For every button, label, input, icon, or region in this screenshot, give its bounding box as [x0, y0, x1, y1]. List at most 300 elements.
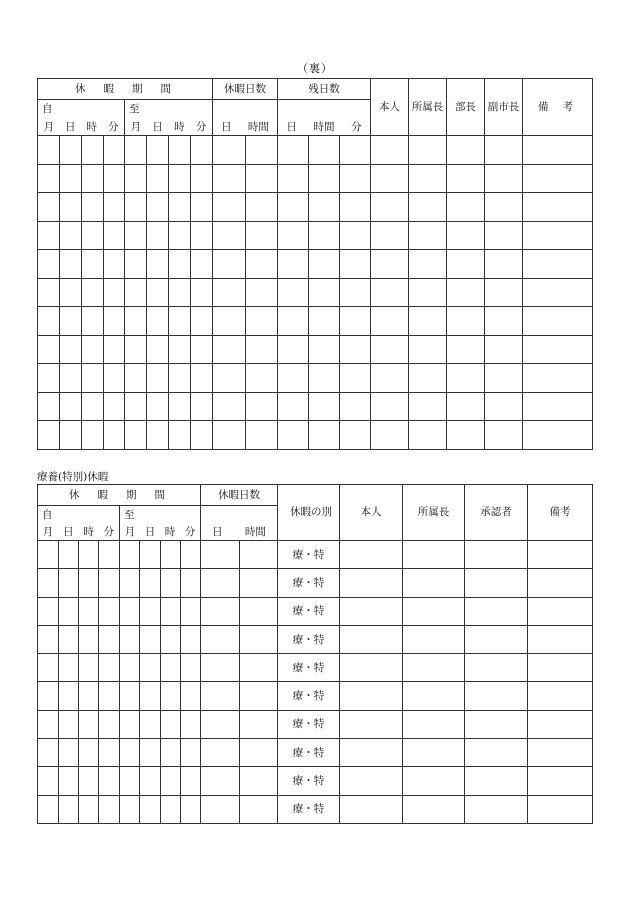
- entry-cell[interactable]: [82, 392, 104, 421]
- entry-cell[interactable]: [447, 307, 485, 336]
- entry-cell[interactable]: [403, 541, 465, 569]
- entry-cell[interactable]: [371, 221, 409, 250]
- entry-cell[interactable]: [79, 625, 99, 653]
- entry-cell[interactable]: [485, 164, 523, 193]
- entry-cell[interactable]: [403, 767, 465, 795]
- entry-cell[interactable]: [201, 541, 240, 569]
- entry-cell[interactable]: [213, 392, 246, 421]
- entry-cell[interactable]: [147, 164, 169, 193]
- entry-cell[interactable]: [181, 767, 201, 795]
- entry-cell[interactable]: [409, 164, 447, 193]
- entry-cell[interactable]: [181, 541, 201, 569]
- entry-cell[interactable]: [371, 392, 409, 421]
- entry-cell[interactable]: [82, 250, 104, 279]
- entry-cell[interactable]: [213, 307, 246, 336]
- entry-cell[interactable]: [161, 767, 181, 795]
- entry-cell[interactable]: [38, 795, 59, 823]
- entry-cell[interactable]: [485, 335, 523, 364]
- entry-cell[interactable]: [79, 795, 99, 823]
- entry-cell[interactable]: [181, 795, 201, 823]
- entry-cell[interactable]: [240, 767, 278, 795]
- entry-cell[interactable]: [120, 767, 140, 795]
- entry-cell[interactable]: [82, 421, 104, 450]
- entry-cell[interactable]: [38, 710, 59, 738]
- entry-cell[interactable]: [201, 569, 240, 597]
- entry-cell[interactable]: [169, 392, 191, 421]
- entry-cell[interactable]: [278, 136, 309, 165]
- entry-cell[interactable]: [181, 597, 201, 625]
- entry-cell[interactable]: [104, 307, 125, 336]
- entry-cell[interactable]: [169, 136, 191, 165]
- entry-cell[interactable]: [140, 739, 161, 767]
- entry-cell[interactable]: [465, 625, 528, 653]
- entry-cell[interactable]: [140, 795, 161, 823]
- entry-cell[interactable]: [38, 136, 60, 165]
- entry-cell[interactable]: [82, 136, 104, 165]
- entry-cell[interactable]: [147, 364, 169, 393]
- entry-cell[interactable]: [201, 682, 240, 710]
- entry-cell[interactable]: [104, 364, 125, 393]
- entry-cell[interactable]: [340, 625, 403, 653]
- entry-cell[interactable]: [191, 278, 213, 307]
- entry-cell[interactable]: [447, 136, 485, 165]
- entry-cell[interactable]: [409, 421, 447, 450]
- entry-cell[interactable]: [278, 335, 309, 364]
- entry-cell[interactable]: [125, 364, 147, 393]
- entry-cell[interactable]: [465, 569, 528, 597]
- entry-cell[interactable]: [169, 278, 191, 307]
- entry-cell[interactable]: [340, 364, 371, 393]
- entry-cell[interactable]: [120, 625, 140, 653]
- entry-cell[interactable]: [278, 193, 309, 222]
- entry-cell[interactable]: [278, 221, 309, 250]
- entry-cell[interactable]: [485, 193, 523, 222]
- entry-cell[interactable]: [99, 569, 120, 597]
- entry-cell[interactable]: [181, 710, 201, 738]
- entry-cell[interactable]: [340, 335, 371, 364]
- entry-cell[interactable]: [409, 307, 447, 336]
- entry-cell[interactable]: [38, 421, 60, 450]
- entry-cell[interactable]: [240, 682, 278, 710]
- entry-cell[interactable]: [340, 193, 371, 222]
- entry-cell[interactable]: [38, 221, 60, 250]
- entry-cell[interactable]: [125, 136, 147, 165]
- entry-cell[interactable]: [340, 795, 403, 823]
- entry-cell[interactable]: [465, 739, 528, 767]
- entry-cell[interactable]: [240, 597, 278, 625]
- entry-cell[interactable]: [120, 654, 140, 682]
- entry-cell[interactable]: [309, 164, 340, 193]
- entry-cell[interactable]: [104, 392, 125, 421]
- entry-cell[interactable]: [38, 739, 59, 767]
- entry-cell[interactable]: [240, 541, 278, 569]
- entry-cell[interactable]: [140, 597, 161, 625]
- entry-cell[interactable]: [59, 795, 79, 823]
- entry-cell[interactable]: [161, 597, 181, 625]
- entry-cell[interactable]: [38, 625, 59, 653]
- entry-cell[interactable]: [59, 541, 79, 569]
- entry-cell[interactable]: [82, 221, 104, 250]
- entry-cell[interactable]: [191, 164, 213, 193]
- entry-cell[interactable]: [38, 250, 60, 279]
- entry-cell[interactable]: [528, 739, 593, 767]
- entry-cell[interactable]: [371, 278, 409, 307]
- entry-cell[interactable]: [340, 221, 371, 250]
- entry-cell[interactable]: [79, 569, 99, 597]
- entry-cell[interactable]: [523, 136, 593, 165]
- entry-cell[interactable]: [147, 307, 169, 336]
- entry-cell[interactable]: [120, 739, 140, 767]
- entry-cell[interactable]: [409, 335, 447, 364]
- entry-cell[interactable]: [59, 710, 79, 738]
- entry-cell[interactable]: [82, 164, 104, 193]
- entry-cell[interactable]: [161, 654, 181, 682]
- entry-cell[interactable]: [213, 278, 246, 307]
- entry-cell[interactable]: [309, 278, 340, 307]
- entry-cell[interactable]: [140, 767, 161, 795]
- entry-cell[interactable]: [191, 392, 213, 421]
- entry-cell[interactable]: [60, 307, 82, 336]
- entry-cell[interactable]: [181, 654, 201, 682]
- entry-cell[interactable]: [147, 392, 169, 421]
- entry-cell[interactable]: [60, 221, 82, 250]
- entry-cell[interactable]: [403, 710, 465, 738]
- entry-cell[interactable]: [125, 335, 147, 364]
- entry-cell[interactable]: [447, 164, 485, 193]
- entry-cell[interactable]: [147, 136, 169, 165]
- entry-cell[interactable]: [309, 250, 340, 279]
- entry-cell[interactable]: [340, 136, 371, 165]
- entry-cell[interactable]: [528, 795, 593, 823]
- entry-cell[interactable]: [147, 193, 169, 222]
- entry-cell[interactable]: [485, 307, 523, 336]
- entry-cell[interactable]: [340, 710, 403, 738]
- entry-cell[interactable]: [104, 421, 125, 450]
- entry-cell[interactable]: [278, 307, 309, 336]
- entry-cell[interactable]: [465, 795, 528, 823]
- entry-cell[interactable]: [201, 597, 240, 625]
- entry-cell[interactable]: [465, 541, 528, 569]
- entry-cell[interactable]: [409, 136, 447, 165]
- entry-cell[interactable]: [82, 335, 104, 364]
- entry-cell[interactable]: [309, 335, 340, 364]
- entry-cell[interactable]: [79, 541, 99, 569]
- entry-cell[interactable]: [59, 739, 79, 767]
- entry-cell[interactable]: [523, 164, 593, 193]
- entry-cell[interactable]: [38, 193, 60, 222]
- entry-cell[interactable]: [59, 682, 79, 710]
- entry-cell[interactable]: [79, 767, 99, 795]
- entry-cell[interactable]: [278, 250, 309, 279]
- entry-cell[interactable]: [278, 392, 309, 421]
- entry-cell[interactable]: [82, 278, 104, 307]
- entry-cell[interactable]: [82, 307, 104, 336]
- entry-cell[interactable]: [213, 421, 246, 450]
- entry-cell[interactable]: [147, 278, 169, 307]
- entry-cell[interactable]: [240, 710, 278, 738]
- entry-cell[interactable]: [278, 421, 309, 450]
- entry-cell[interactable]: [191, 250, 213, 279]
- entry-cell[interactable]: [409, 392, 447, 421]
- entry-cell[interactable]: [201, 654, 240, 682]
- entry-cell[interactable]: [309, 364, 340, 393]
- entry-cell[interactable]: [161, 795, 181, 823]
- entry-cell[interactable]: [82, 193, 104, 222]
- entry-cell[interactable]: [120, 710, 140, 738]
- entry-cell[interactable]: [528, 625, 593, 653]
- entry-cell[interactable]: [246, 221, 278, 250]
- entry-cell[interactable]: [213, 335, 246, 364]
- entry-cell[interactable]: [403, 569, 465, 597]
- entry-cell[interactable]: [120, 597, 140, 625]
- entry-cell[interactable]: [169, 221, 191, 250]
- entry-cell[interactable]: [409, 364, 447, 393]
- entry-cell[interactable]: [340, 569, 403, 597]
- entry-cell[interactable]: [240, 569, 278, 597]
- entry-cell[interactable]: [485, 250, 523, 279]
- entry-cell[interactable]: [371, 193, 409, 222]
- entry-cell[interactable]: [60, 335, 82, 364]
- entry-cell[interactable]: [371, 421, 409, 450]
- entry-cell[interactable]: [191, 193, 213, 222]
- entry-cell[interactable]: [60, 392, 82, 421]
- entry-cell[interactable]: [79, 597, 99, 625]
- entry-cell[interactable]: [213, 193, 246, 222]
- entry-cell[interactable]: [309, 392, 340, 421]
- entry-cell[interactable]: [125, 421, 147, 450]
- entry-cell[interactable]: [59, 654, 79, 682]
- entry-cell[interactable]: [59, 625, 79, 653]
- entry-cell[interactable]: [120, 682, 140, 710]
- entry-cell[interactable]: [104, 136, 125, 165]
- entry-cell[interactable]: [403, 795, 465, 823]
- entry-cell[interactable]: [340, 392, 371, 421]
- entry-cell[interactable]: [371, 307, 409, 336]
- entry-cell[interactable]: [523, 335, 593, 364]
- entry-cell[interactable]: [465, 767, 528, 795]
- entry-cell[interactable]: [99, 654, 120, 682]
- entry-cell[interactable]: [60, 250, 82, 279]
- entry-cell[interactable]: [523, 221, 593, 250]
- entry-cell[interactable]: [309, 221, 340, 250]
- entry-cell[interactable]: [125, 250, 147, 279]
- entry-cell[interactable]: [409, 250, 447, 279]
- entry-cell[interactable]: [528, 541, 593, 569]
- entry-cell[interactable]: [485, 278, 523, 307]
- entry-cell[interactable]: [104, 221, 125, 250]
- entry-cell[interactable]: [246, 364, 278, 393]
- entry-cell[interactable]: [403, 597, 465, 625]
- entry-cell[interactable]: [79, 654, 99, 682]
- entry-cell[interactable]: [240, 739, 278, 767]
- entry-cell[interactable]: [447, 221, 485, 250]
- entry-cell[interactable]: [447, 392, 485, 421]
- entry-cell[interactable]: [201, 710, 240, 738]
- entry-cell[interactable]: [409, 221, 447, 250]
- entry-cell[interactable]: [79, 710, 99, 738]
- entry-cell[interactable]: [213, 164, 246, 193]
- entry-cell[interactable]: [140, 710, 161, 738]
- entry-cell[interactable]: [340, 767, 403, 795]
- entry-cell[interactable]: [169, 335, 191, 364]
- entry-cell[interactable]: [169, 364, 191, 393]
- entry-cell[interactable]: [371, 364, 409, 393]
- entry-cell[interactable]: [38, 682, 59, 710]
- entry-cell[interactable]: [38, 541, 59, 569]
- entry-cell[interactable]: [447, 421, 485, 450]
- entry-cell[interactable]: [465, 710, 528, 738]
- entry-cell[interactable]: [38, 654, 59, 682]
- entry-cell[interactable]: [447, 250, 485, 279]
- entry-cell[interactable]: [371, 335, 409, 364]
- entry-cell[interactable]: [181, 739, 201, 767]
- entry-cell[interactable]: [82, 364, 104, 393]
- entry-cell[interactable]: [125, 164, 147, 193]
- entry-cell[interactable]: [140, 625, 161, 653]
- entry-cell[interactable]: [240, 795, 278, 823]
- entry-cell[interactable]: [38, 278, 60, 307]
- entry-cell[interactable]: [79, 739, 99, 767]
- entry-cell[interactable]: [104, 278, 125, 307]
- entry-cell[interactable]: [403, 739, 465, 767]
- entry-cell[interactable]: [240, 625, 278, 653]
- entry-cell[interactable]: [161, 625, 181, 653]
- entry-cell[interactable]: [60, 278, 82, 307]
- entry-cell[interactable]: [523, 278, 593, 307]
- entry-cell[interactable]: [340, 541, 403, 569]
- entry-cell[interactable]: [169, 164, 191, 193]
- entry-cell[interactable]: [140, 654, 161, 682]
- entry-cell[interactable]: [169, 193, 191, 222]
- entry-cell[interactable]: [59, 767, 79, 795]
- entry-cell[interactable]: [191, 136, 213, 165]
- entry-cell[interactable]: [528, 654, 593, 682]
- entry-cell[interactable]: [191, 421, 213, 450]
- entry-cell[interactable]: [99, 541, 120, 569]
- entry-cell[interactable]: [447, 364, 485, 393]
- entry-cell[interactable]: [191, 307, 213, 336]
- entry-cell[interactable]: [278, 278, 309, 307]
- entry-cell[interactable]: [140, 541, 161, 569]
- entry-cell[interactable]: [403, 625, 465, 653]
- entry-cell[interactable]: [528, 710, 593, 738]
- entry-cell[interactable]: [191, 364, 213, 393]
- entry-cell[interactable]: [213, 221, 246, 250]
- entry-cell[interactable]: [140, 569, 161, 597]
- entry-cell[interactable]: [528, 682, 593, 710]
- entry-cell[interactable]: [99, 767, 120, 795]
- entry-cell[interactable]: [523, 364, 593, 393]
- entry-cell[interactable]: [403, 654, 465, 682]
- entry-cell[interactable]: [213, 136, 246, 165]
- entry-cell[interactable]: [191, 335, 213, 364]
- entry-cell[interactable]: [278, 164, 309, 193]
- entry-cell[interactable]: [523, 250, 593, 279]
- entry-cell[interactable]: [59, 569, 79, 597]
- entry-cell[interactable]: [79, 682, 99, 710]
- entry-cell[interactable]: [371, 164, 409, 193]
- entry-cell[interactable]: [246, 193, 278, 222]
- entry-cell[interactable]: [147, 250, 169, 279]
- entry-cell[interactable]: [161, 569, 181, 597]
- entry-cell[interactable]: [38, 569, 59, 597]
- entry-cell[interactable]: [528, 767, 593, 795]
- entry-cell[interactable]: [191, 221, 213, 250]
- entry-cell[interactable]: [309, 193, 340, 222]
- entry-cell[interactable]: [447, 335, 485, 364]
- entry-cell[interactable]: [125, 193, 147, 222]
- entry-cell[interactable]: [201, 795, 240, 823]
- entry-cell[interactable]: [485, 136, 523, 165]
- entry-cell[interactable]: [59, 597, 79, 625]
- entry-cell[interactable]: [104, 335, 125, 364]
- entry-cell[interactable]: [38, 767, 59, 795]
- entry-cell[interactable]: [523, 392, 593, 421]
- entry-cell[interactable]: [485, 221, 523, 250]
- entry-cell[interactable]: [125, 278, 147, 307]
- entry-cell[interactable]: [125, 392, 147, 421]
- entry-cell[interactable]: [140, 682, 161, 710]
- entry-cell[interactable]: [169, 250, 191, 279]
- entry-cell[interactable]: [340, 739, 403, 767]
- entry-cell[interactable]: [246, 164, 278, 193]
- entry-cell[interactable]: [147, 335, 169, 364]
- entry-cell[interactable]: [523, 307, 593, 336]
- entry-cell[interactable]: [371, 250, 409, 279]
- entry-cell[interactable]: [60, 364, 82, 393]
- entry-cell[interactable]: [309, 421, 340, 450]
- entry-cell[interactable]: [523, 193, 593, 222]
- entry-cell[interactable]: [99, 710, 120, 738]
- entry-cell[interactable]: [38, 392, 60, 421]
- entry-cell[interactable]: [485, 364, 523, 393]
- entry-cell[interactable]: [409, 278, 447, 307]
- entry-cell[interactable]: [161, 541, 181, 569]
- entry-cell[interactable]: [485, 392, 523, 421]
- entry-cell[interactable]: [99, 739, 120, 767]
- entry-cell[interactable]: [409, 193, 447, 222]
- entry-cell[interactable]: [340, 421, 371, 450]
- entry-cell[interactable]: [465, 654, 528, 682]
- entry-cell[interactable]: [278, 364, 309, 393]
- entry-cell[interactable]: [169, 421, 191, 450]
- entry-cell[interactable]: [104, 250, 125, 279]
- entry-cell[interactable]: [201, 625, 240, 653]
- entry-cell[interactable]: [340, 164, 371, 193]
- entry-cell[interactable]: [213, 250, 246, 279]
- entry-cell[interactable]: [340, 307, 371, 336]
- entry-cell[interactable]: [213, 364, 246, 393]
- entry-cell[interactable]: [340, 597, 403, 625]
- entry-cell[interactable]: [38, 307, 60, 336]
- entry-cell[interactable]: [104, 164, 125, 193]
- entry-cell[interactable]: [309, 307, 340, 336]
- entry-cell[interactable]: [309, 136, 340, 165]
- entry-cell[interactable]: [340, 250, 371, 279]
- entry-cell[interactable]: [246, 421, 278, 450]
- entry-cell[interactable]: [528, 569, 593, 597]
- entry-cell[interactable]: [523, 421, 593, 450]
- entry-cell[interactable]: [99, 795, 120, 823]
- entry-cell[interactable]: [246, 307, 278, 336]
- entry-cell[interactable]: [60, 421, 82, 450]
- entry-cell[interactable]: [99, 682, 120, 710]
- entry-cell[interactable]: [340, 278, 371, 307]
- entry-cell[interactable]: [528, 597, 593, 625]
- entry-cell[interactable]: [201, 739, 240, 767]
- entry-cell[interactable]: [181, 682, 201, 710]
- entry-cell[interactable]: [246, 250, 278, 279]
